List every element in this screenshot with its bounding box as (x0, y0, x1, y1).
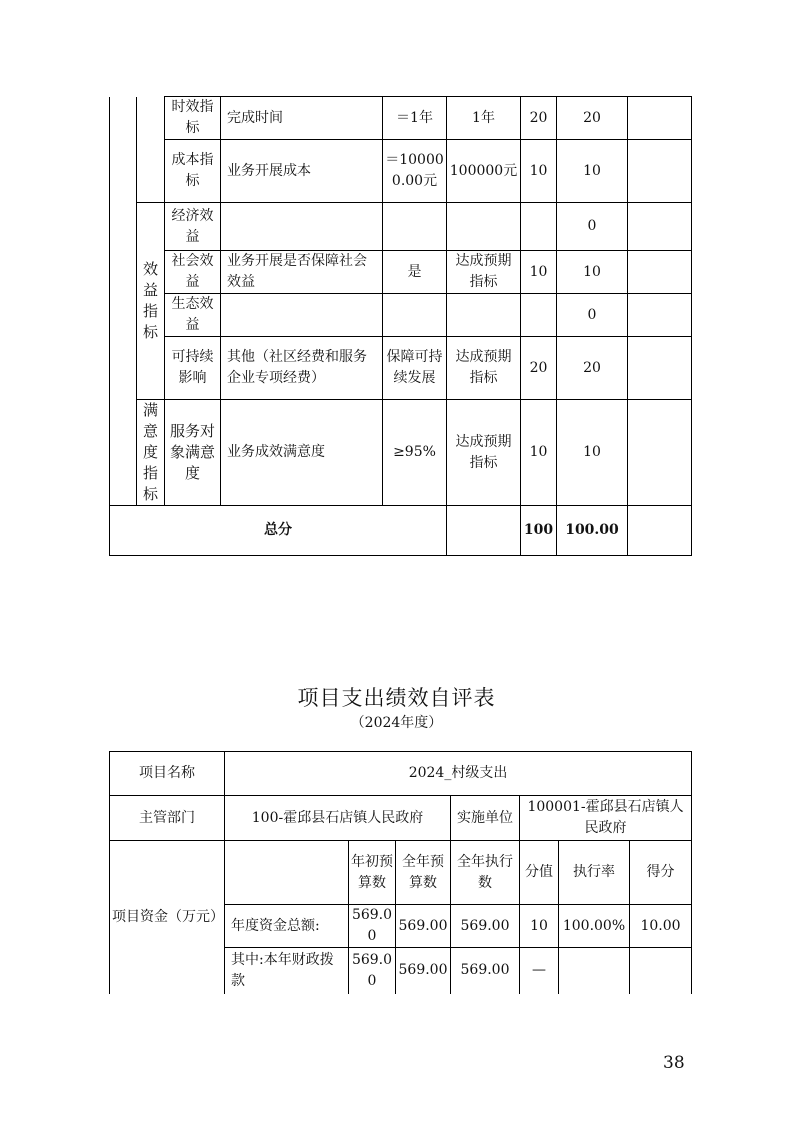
target-value (383, 203, 447, 251)
weight (521, 203, 557, 251)
total-executed: 569.00 (451, 905, 520, 948)
total-points: 10 (520, 905, 559, 948)
target-value: ≥95% (383, 400, 447, 506)
score: 20 (557, 337, 628, 400)
fiscal-label: 其中:本年财政拨款 (225, 948, 349, 994)
note (628, 294, 692, 337)
score: 10 (557, 251, 628, 294)
dept-label: 主管部门 (110, 796, 225, 841)
fiscal-points: — (520, 948, 559, 994)
indicator-name: 业务开展成本 (221, 140, 383, 203)
actual-value: 达成预期指标 (447, 400, 521, 506)
weight: 20 (521, 97, 557, 140)
header-rate: 执行率 (559, 841, 630, 905)
total-blank (447, 506, 521, 556)
total-note (628, 506, 692, 556)
total-initial: 569.00 (349, 905, 396, 948)
actual-value: 100000元 (447, 140, 521, 203)
sub-indicator: 经济效益 (165, 203, 221, 251)
doc-title: 项目支出绩效自评表 (297, 686, 496, 710)
category-satisfaction: 满意度指标 (137, 400, 165, 506)
indicator-name: 完成时间 (221, 97, 383, 140)
indicator-name: 业务成效满意度 (221, 400, 383, 506)
sub-indicator: 社会效益 (165, 251, 221, 294)
weight: 10 (521, 251, 557, 294)
note (628, 140, 692, 203)
sub-indicator: 可持续影响 (165, 337, 221, 400)
project-name-label: 项目名称 (110, 752, 225, 796)
funds-label: 项目资金（万元） (110, 841, 225, 994)
page-number: 38 (663, 1053, 685, 1073)
performance-indicator-table (109, 96, 692, 556)
header-points: 分值 (520, 841, 559, 905)
indicator-name (221, 203, 383, 251)
total-funds-label: 年度资金总额: (225, 905, 349, 948)
indicator-name: 业务开展是否保障社会效益 (221, 251, 383, 294)
header-score: 得分 (630, 841, 692, 905)
score: 0 (557, 294, 628, 337)
impl-label: 实施单位 (451, 796, 520, 841)
header-annual-budget: 全年预算数 (396, 841, 451, 905)
score: 10 (557, 140, 628, 203)
header-blank (225, 841, 349, 905)
fiscal-rate (559, 948, 630, 994)
actual-value: 1年 (447, 97, 521, 140)
score: 0 (557, 203, 628, 251)
target-value: 保障可持续发展 (383, 337, 447, 400)
target-value: 是 (383, 251, 447, 294)
weight: 10 (521, 140, 557, 203)
note (628, 400, 692, 506)
actual-value: 达成预期指标 (447, 251, 521, 294)
note (628, 337, 692, 400)
fiscal-annual: 569.00 (396, 948, 451, 994)
fiscal-initial: 569.00 (349, 948, 396, 994)
total-score: 100.00 (557, 506, 628, 556)
note (628, 251, 692, 294)
indicator-name (221, 294, 383, 337)
target-value (383, 294, 447, 337)
fiscal-score (630, 948, 692, 994)
dept-value: 100-霍邱县石店镇人民政府 (225, 796, 451, 841)
header-executed: 全年执行数 (451, 841, 520, 905)
sub-indicator: 时效指标 (165, 97, 221, 140)
actual-value: 达成预期指标 (447, 337, 521, 400)
weight (521, 294, 557, 337)
total-weight: 100 (521, 506, 557, 556)
sub-indicator: 服务对象满意度 (165, 400, 221, 506)
weight: 10 (521, 400, 557, 506)
project-expenditure-table (109, 751, 692, 994)
total-label: 总分 (110, 506, 447, 556)
note (628, 97, 692, 140)
note (628, 203, 692, 251)
actual-value (447, 294, 521, 337)
indicator-name: 其他（社区经费和服务企业专项经费） (221, 337, 383, 400)
total-rate: 100.00% (559, 905, 630, 948)
sub-indicator: 成本指标 (165, 140, 221, 203)
indicator-category-output (137, 97, 165, 203)
weight: 20 (521, 337, 557, 400)
category-benefit: 效益指标 (137, 203, 165, 400)
actual-value (447, 203, 521, 251)
total-score: 10.00 (630, 905, 692, 948)
sub-indicator: 生态效益 (165, 294, 221, 337)
impl-value: 100001-霍邱县石店镇人民政府 (520, 796, 692, 841)
header-initial-budget: 年初预算数 (349, 841, 396, 905)
fiscal-executed: 569.00 (451, 948, 520, 994)
target-value: ＝1年 (383, 97, 447, 140)
score: 20 (557, 97, 628, 140)
target-value: ＝100000.00元 (383, 140, 447, 203)
doc-year: （2024年度） (350, 715, 443, 731)
score: 10 (557, 400, 628, 506)
indicator-category-outer (110, 97, 137, 506)
total-annual: 569.00 (396, 905, 451, 948)
project-name-value: 2024_村级支出 (225, 752, 692, 796)
